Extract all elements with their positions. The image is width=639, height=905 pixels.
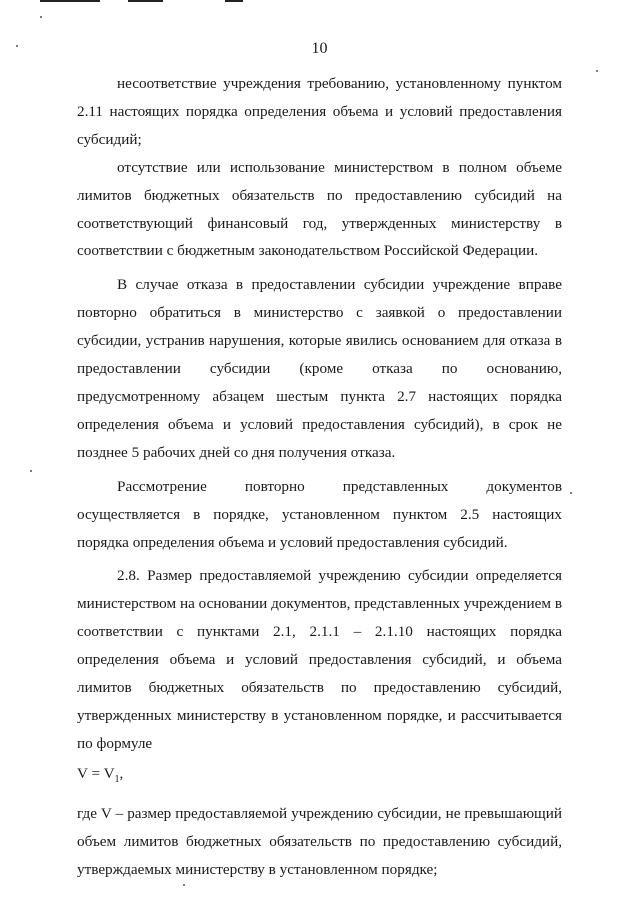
scan-edge-mark bbox=[225, 0, 243, 2]
formula-subscript: 1 bbox=[114, 773, 120, 785]
page-number: 10 bbox=[311, 40, 328, 57]
scan-speck bbox=[596, 70, 598, 72]
formula-main: V = V bbox=[77, 764, 115, 782]
paragraph: 2.8. Размер предоставляемой учреждению субсидии определяется министерством на основании документов, представленных учреждением в соответствии с пунктами 2.1, 2.1.1 – 2.1.10 настоящих порядка определения объема и условий предоставления субсидий, и объема лимитов бюджетных обязательств по предоставлению субсидий, утвержденных министерству в установленном порядке, и рассчитывается по формуле bbox=[77, 567, 562, 752]
formula bbox=[77, 760, 562, 794]
formula-tail: , bbox=[119, 764, 124, 782]
scan-speck bbox=[40, 16, 42, 18]
scan-speck bbox=[570, 492, 572, 494]
scan-edge-mark bbox=[128, 0, 163, 2]
scan-speck bbox=[30, 470, 32, 472]
scan-speck bbox=[183, 884, 185, 886]
paragraph: отсутствие или использование министерством в полном объеме лимитов бюджетных обязательств по предоставлению субсидий на соответствующий финансовый год, утвержденных министерству в соответствии с бюджетным законодательством Российской Федерации. bbox=[77, 158, 562, 260]
paragraph: В случае отказа в предоставлении субсидии учреждение вправе повторно обратиться в министерство с заявкой о предоставлении субсидии, устранив нарушения, которые явились основанием для отказа в предоставлении субсидии (кроме отказа по основанию, предусмотренному абзацем шестым пункта 2.7 настоящих порядка определения объема и условий предоставления субсидий), в срок не позднее 5 рабочих дней со дня получения отказа. bbox=[77, 276, 562, 461]
paragraph: Рассмотрение повторно представленных документов осуществляется в порядке, установленном пунктом 2.5 настоящих порядка определения объема и условий предоставления субсидий. bbox=[77, 477, 562, 551]
scan-edge-mark bbox=[40, 0, 100, 2]
paragraph: где V – размер предоставляемой учреждению субсидии, не превышающий объем лимитов бюджетных обязательств по предоставлению субсидий, утверждаемых министерству в установленном порядке; bbox=[77, 804, 562, 878]
document-body bbox=[77, 70, 562, 883]
paragraph: несоответствие учреждения требованию, установленному пунктом 2.11 настоящих порядка определения объема и условий предоставления субсидий; bbox=[77, 75, 562, 148]
